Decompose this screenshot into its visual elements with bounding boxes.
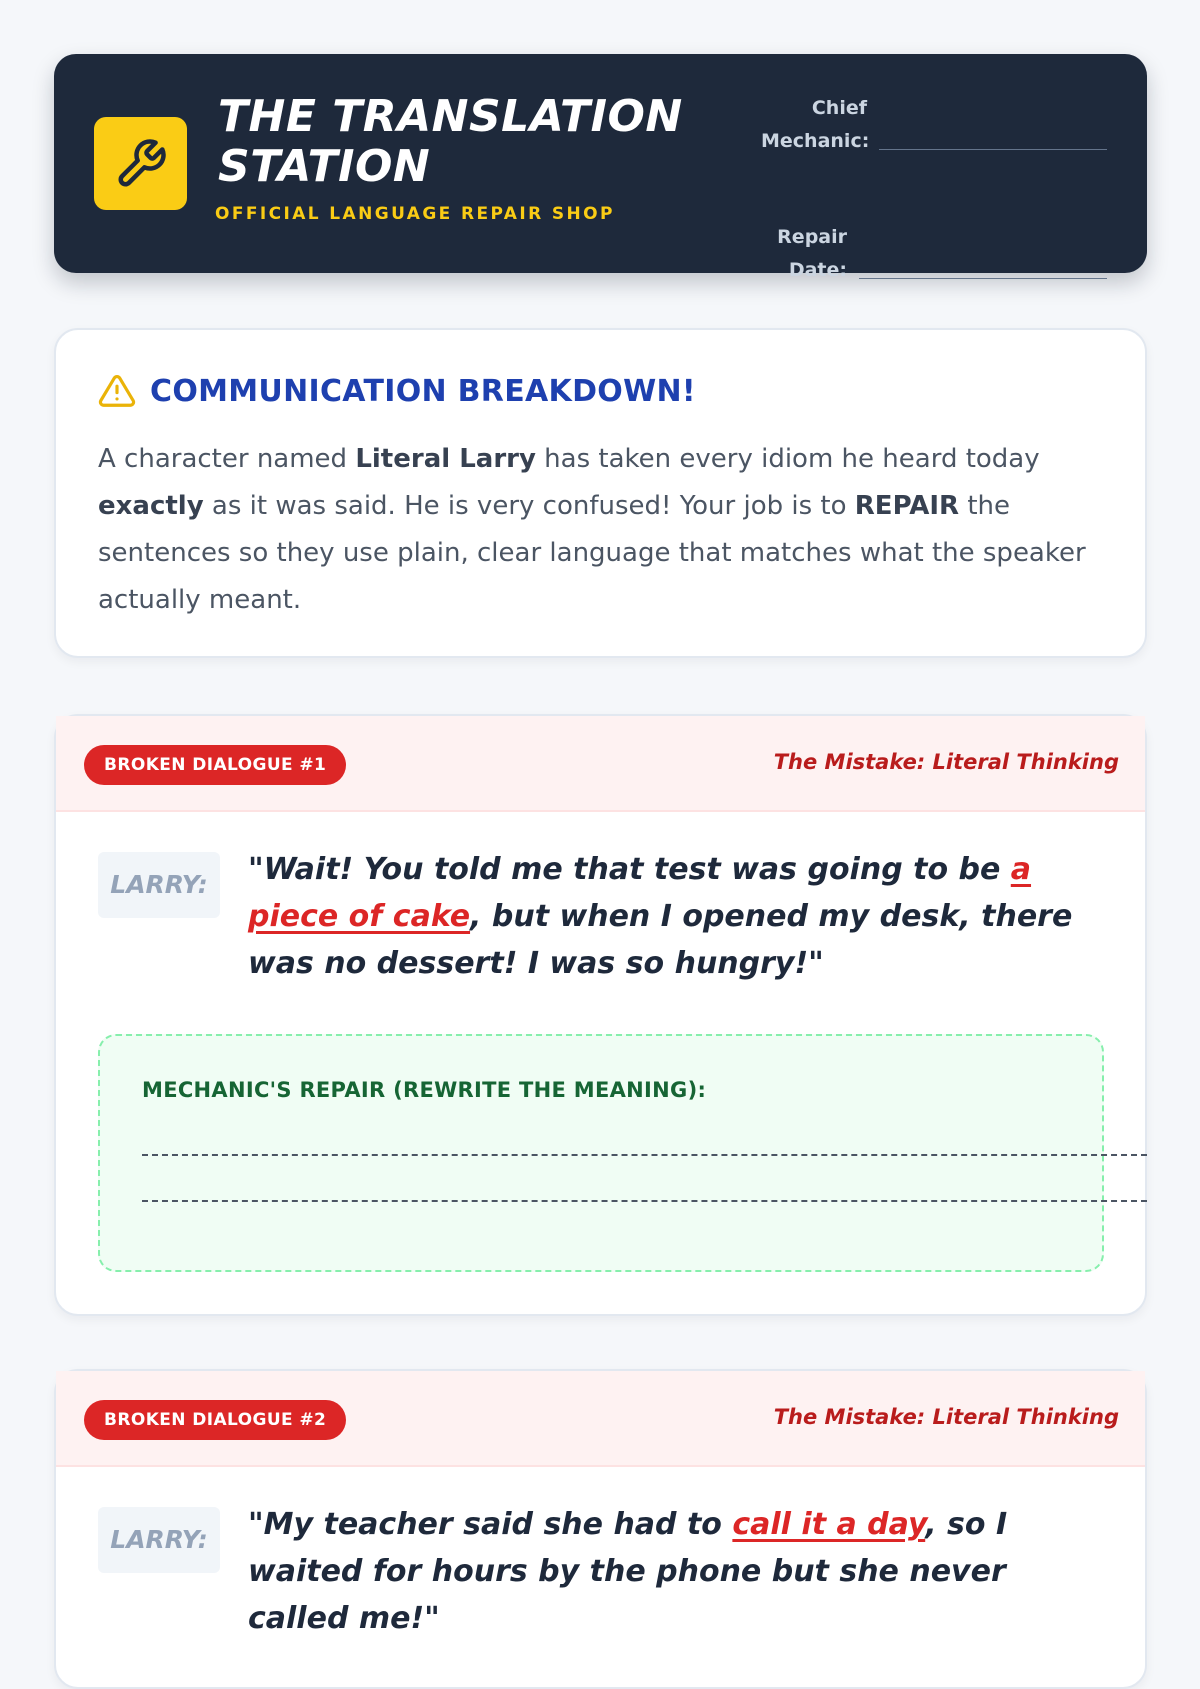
repair-date-label: Repair Date: — [777, 226, 847, 281]
instructions-text: A character named Literal Larry has taken every idiom he heard today exactly as it was said. He is very confused! Your job is to REPAIR the sentences so they use plain, clear language that matches what the speaker actually meant. — [98, 444, 1086, 615]
mistake-label: The Mistake: Literal Thinking — [773, 750, 1119, 774]
repair-date-blank[interactable] — [859, 278, 1107, 279]
chief-mechanic-field[interactable] — [761, 92, 1107, 158]
chief-mechanic-label: Chief Mechanic: — [761, 97, 870, 152]
instructions-card — [54, 328, 1147, 658]
instructions-heading — [98, 372, 696, 410]
warning-icon — [98, 372, 136, 410]
worksheet-header — [54, 54, 1147, 281]
dialogue-quote: "Wait! You told me that test was going to be a piece of cake, but when I opened my desk, there was no dessert! I was so hungry!" — [248, 852, 1073, 981]
repair-label: MECHANIC'S REPAIR (REWRITE THE MEANING): — [142, 1078, 707, 1102]
broken-dialogue-card — [54, 1369, 1147, 1689]
dialogue-card-header — [56, 1371, 1145, 1467]
speaker-tag: LARRY: — [98, 852, 220, 918]
dialogue-quote: "My teacher said she had to call it a day, so I waited for hours by the phone but she never called me!" — [248, 1507, 1008, 1636]
page-title: THE TRANSLATION STATION — [218, 91, 683, 192]
dialogue-badge: BROKEN DIALOGUE #1 — [84, 745, 346, 785]
idiom-highlight: call it a day — [732, 1507, 926, 1542]
chief-mechanic-blank[interactable] — [879, 149, 1107, 150]
wrench-icon — [114, 137, 168, 191]
speaker-tag: LARRY: — [98, 1507, 220, 1573]
mistake-label: The Mistake: Literal Thinking — [773, 1405, 1119, 1429]
logo-badge — [94, 117, 187, 210]
dialogue-badge: BROKEN DIALOGUE #2 — [84, 1400, 346, 1440]
idiom-highlight: a piece of cake — [248, 852, 1032, 934]
page-subtitle: OFFICIAL LANGUAGE REPAIR SHOP — [215, 204, 615, 224]
repair-date-field[interactable] — [759, 221, 1107, 287]
answer-line[interactable] — [142, 1200, 1147, 1202]
instructions-title: COMMUNICATION BREAKDOWN! — [150, 373, 696, 409]
repair-box[interactable] — [98, 1034, 1104, 1272]
dialogue-card-header — [56, 716, 1145, 812]
broken-dialogue-card — [54, 714, 1147, 1316]
answer-line[interactable] — [142, 1154, 1147, 1156]
